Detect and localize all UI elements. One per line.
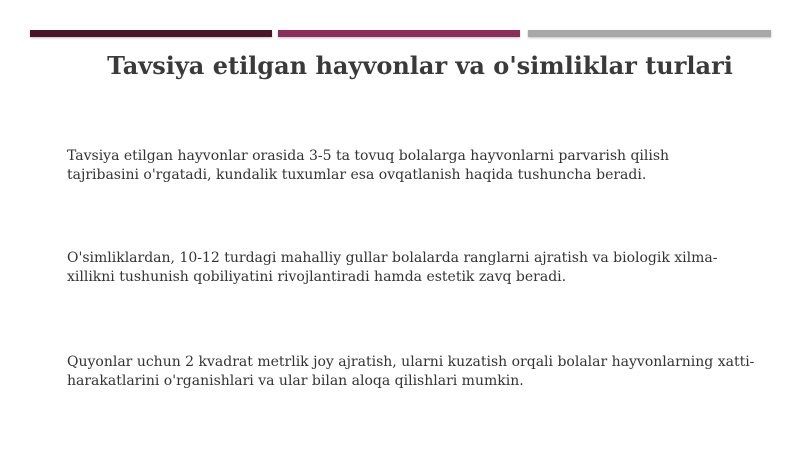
accent-bar-magenta (278, 30, 520, 37)
paragraph-animals: Tavsiya etilgan hayvonlar orasida 3-5 ta tovuq bolalarga hayvonlarni parvarish qilish tajribasini o'rgatadi, kundalik tuxumlar esa ovqatlanish haqida tushuncha beradi. (67, 148, 670, 183)
slide-title: Tavsiya etilgan hayvonlar va o'simliklar turlari (107, 51, 733, 80)
accent-bar-gray (528, 30, 771, 37)
accent-bar-dark (30, 30, 272, 37)
paragraph-plants: O'simliklardan, 10-12 turdagi mahalliy gullar bolalarda ranglarni ajratish va biologik xilma- xillikni tushunish qobiliyatini rivojlantiradi hamda estetik zavq beradi. (67, 250, 718, 285)
paragraph-rabbits: Quyonlar uchun 2 kvadrat metrlik joy ajratish, ularni kuzatish orqali bolalar hayvonlarning xatti- harakatlarini o'rganishlari va ular bilan aloqa qilishlari mumkin. (67, 354, 755, 389)
